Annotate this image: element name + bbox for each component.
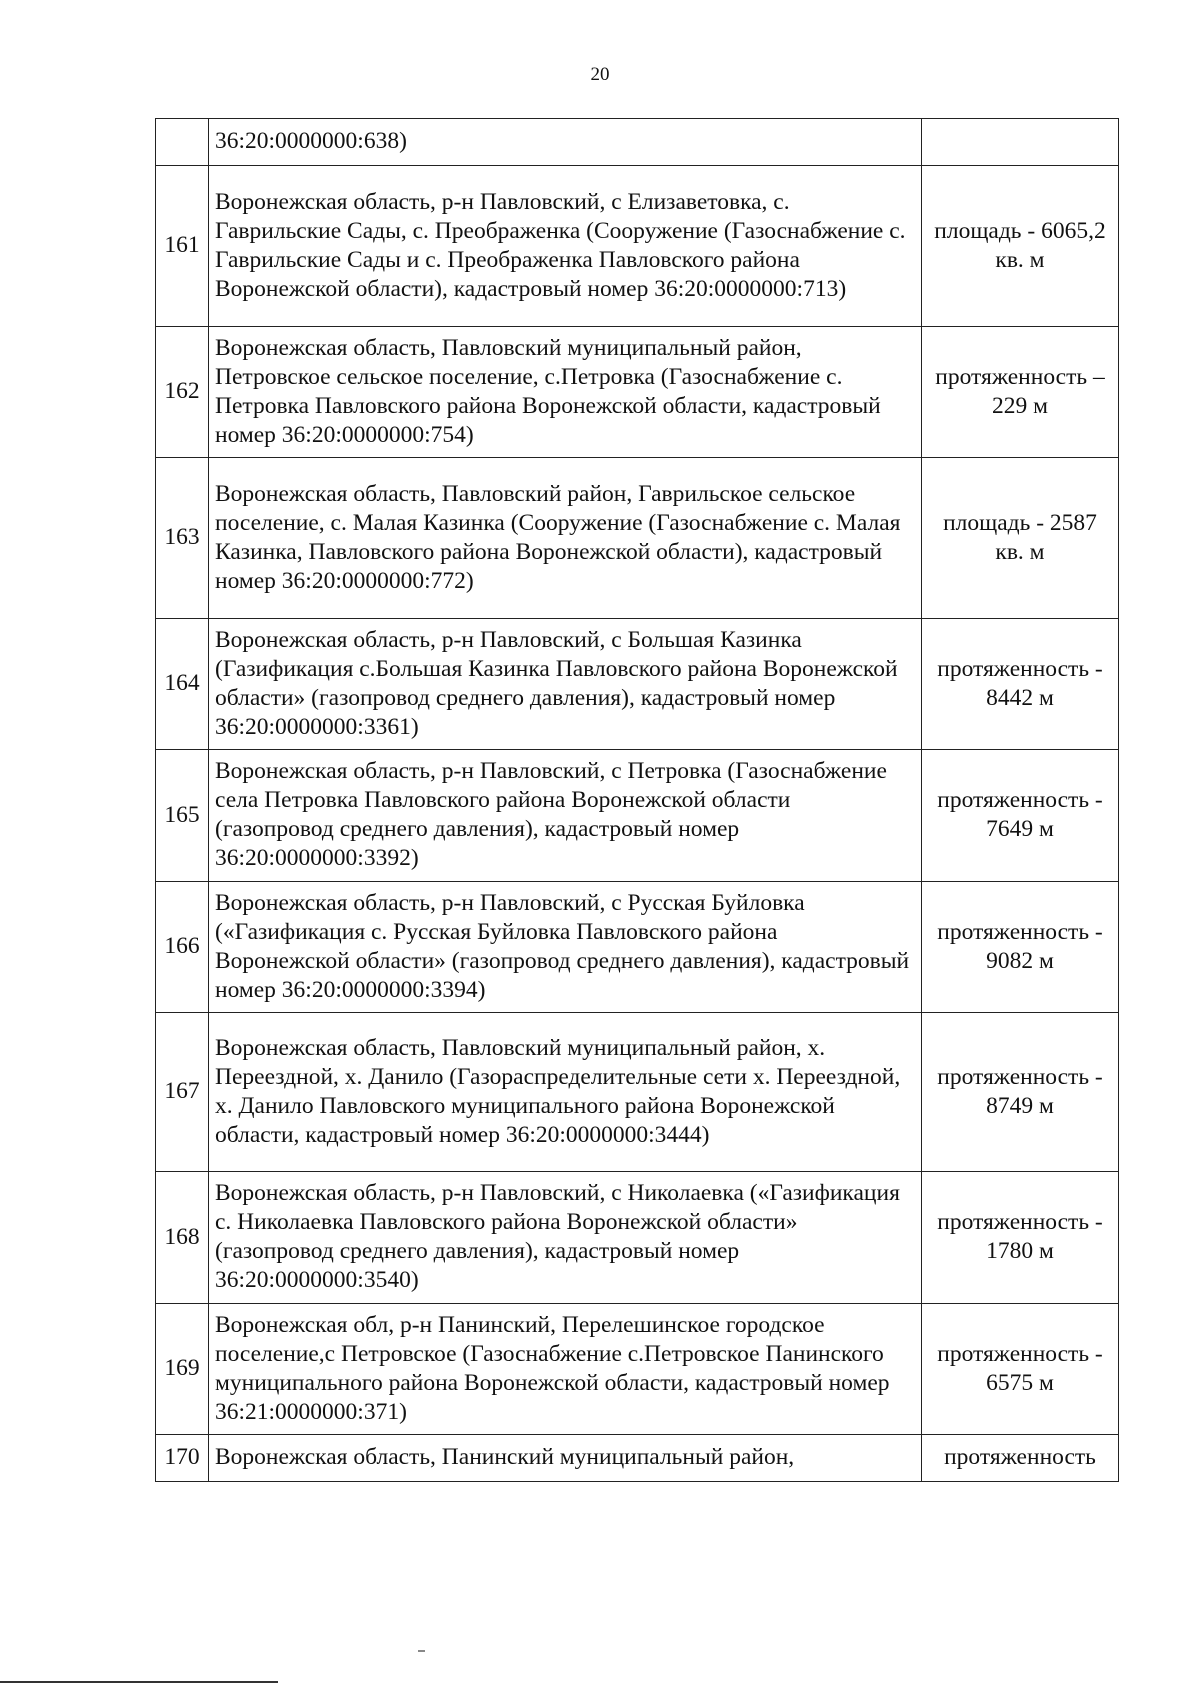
table-row xyxy=(156,882,1119,1013)
table-row xyxy=(156,1172,1119,1304)
object-description: Воронежская обл, р-н Панинский, Перелешинское городское поселение,с Петровское (Газоснабжение с.Петровское Панинского муниципального района Воронежской области, кадастровый номер 36:21:0000000:371) xyxy=(209,1304,922,1435)
object-description: Воронежская область, Павловский муниципальный район, х. Переездной, х. Данило (Газораспределительные сети х. Переездной, х. Данило Павловского муниципального района Воронежской области, кадастровый номер 36:20:0000000:3444) xyxy=(209,1013,922,1172)
object-size: протяженность – 229 м xyxy=(922,327,1119,458)
row-number: 170 xyxy=(156,1435,209,1482)
object-description: Воронежская область, р-н Павловский, с Николаевка («Газификация с. Николаевка Павловского района Воронежской области» (газопровод среднего давления), кадастровый номер 36:20:0000000:3540) xyxy=(209,1172,922,1304)
row-number: 163 xyxy=(156,458,209,619)
object-size: протяженность - 1780 м xyxy=(922,1172,1119,1304)
row-number: 161 xyxy=(156,166,209,327)
object-description: Воронежская область, Панинский муниципальный район, xyxy=(209,1435,922,1482)
page-number: 20 xyxy=(590,64,610,85)
object-size: протяженность - 6575 м xyxy=(922,1304,1119,1435)
row-number: 169 xyxy=(156,1304,209,1435)
row-number xyxy=(156,119,209,166)
row-number: 164 xyxy=(156,619,209,750)
row-number: 168 xyxy=(156,1172,209,1304)
object-size: протяженность xyxy=(922,1435,1119,1482)
object-size xyxy=(922,119,1119,166)
table-row xyxy=(156,458,1119,619)
table-row xyxy=(156,619,1119,750)
object-description: Воронежская область, р-н Павловский, с Русская Буйловка («Газификация с. Русская Буйловка Павловского района Воронежской области» (газопровод среднего давления), кадастровый номер 36:20:0000000:3394) xyxy=(209,882,922,1013)
registry-table xyxy=(155,118,1119,1482)
row-number: 165 xyxy=(156,750,209,882)
table-row xyxy=(156,1435,1119,1482)
object-description: Воронежская область, Павловский муниципальный район, Петровское сельское поселение, с.Петровка (Газоснабжение с. Петровка Павловского района Воронежской области, кадастровый номер 36:20:0000000:754) xyxy=(209,327,922,458)
table-row xyxy=(156,750,1119,882)
table-row xyxy=(156,166,1119,327)
object-description: Воронежская область, р-н Павловский, с Большая Казинка (Газификация с.Большая Казинка Павловского района Воронежской области» (газопровод среднего давления), кадастровый номер 36:20:0000000:3361) xyxy=(209,619,922,750)
object-description: 36:20:0000000:638) xyxy=(209,119,922,166)
object-size: площадь - 2587 кв. м xyxy=(922,458,1119,619)
row-number: 167 xyxy=(156,1013,209,1172)
table-row xyxy=(156,1013,1119,1172)
table-row xyxy=(156,1304,1119,1435)
footer-rule xyxy=(0,1681,278,1683)
object-description: Воронежская область, р-н Павловский, с Петровка (Газоснабжение села Петровка Павловского района Воронежской области (газопровод среднего давления), кадастровый номер 36:20:0000000:3392) xyxy=(209,750,922,882)
object-size: протяженность - 9082 м xyxy=(922,882,1119,1013)
object-description: Воронежская область, Павловский район, Гаврильское сельское поселение, с. Малая Казинка (Сооружение (Газоснабжение с. Малая Казинка, Павловского района Воронежской области), кадастровый номер 36:20:0000000:772) xyxy=(209,458,922,619)
object-size: площадь - 6065,2 кв. м xyxy=(922,166,1119,327)
registry-table-body xyxy=(156,119,1119,1482)
table-row xyxy=(156,327,1119,458)
object-size: протяженность - 8749 м xyxy=(922,1013,1119,1172)
object-description: Воронежская область, р-н Павловский, с Елизаветовка, с. Гаврильские Сады, с. Преображенка (Сооружение (Газоснабжение с. Гаврильские Сады и с. Преображенка Павловского района Воронежской области), кадастровый номер 36:20:0000000:713) xyxy=(209,166,922,327)
row-number: 162 xyxy=(156,327,209,458)
object-size: протяженность - 7649 м xyxy=(922,750,1119,882)
object-size: протяженность - 8442 м xyxy=(922,619,1119,750)
row-number: 166 xyxy=(156,882,209,1013)
scan-speck xyxy=(418,1650,425,1652)
table-row xyxy=(156,119,1119,166)
